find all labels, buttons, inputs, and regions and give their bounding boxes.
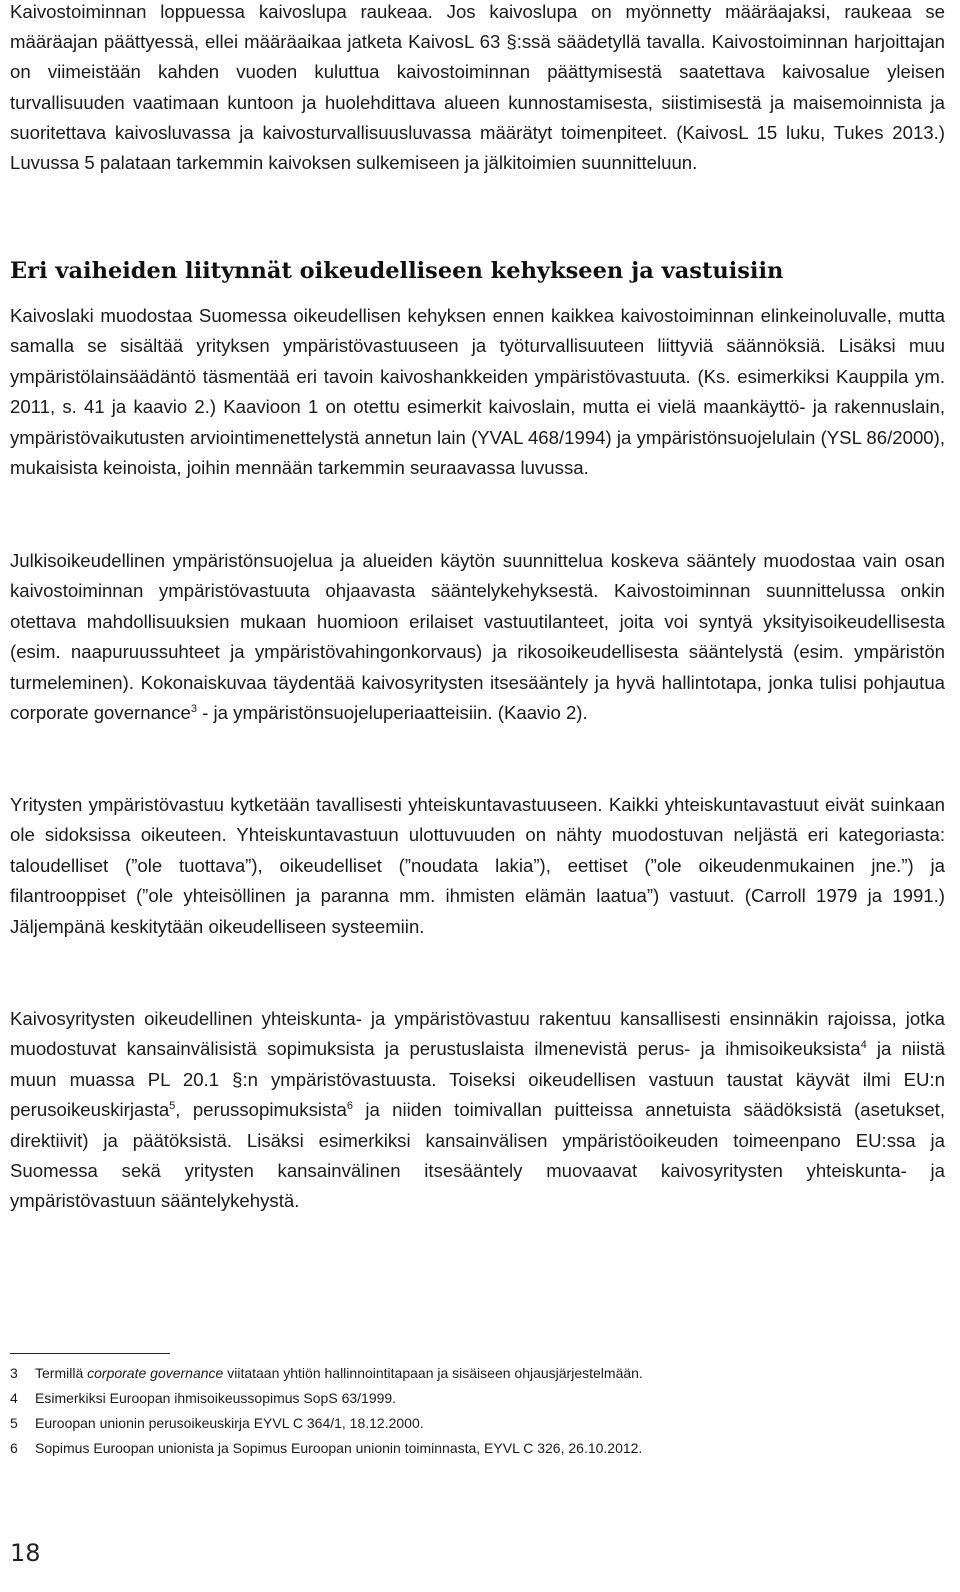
footnote-emphasis: corporate governance: [87, 1365, 224, 1381]
paragraph-2: [10, 546, 945, 728]
page-number: 18: [10, 1539, 41, 1567]
intro-paragraph: Kaivostoiminnan loppuessa kaivoslupa raukeaa. Jos kaivoslupa on myönnetty määräajaksi, raukeaa se määräajan päättyessä, ellei määräaikaa jatketa KaivosL 63 §:ssä säädetyllä tavalla. Kaivostoiminnan harjoittajan on viimeistään kahden vuoden kuluttua kaivostoiminnan päättymisestä saatettava kaivosalue yleisen turvallisuuden vaatimaan kuntoon ja huolehdittava alueen kunnostamisesta, siistimisestä ja maisemoinnista ja suoritettava kaivosluvassa ja kaivosturvallisuusluvassa määrätyt toimenpiteet. (KaivosL 15 luku, Tukes 2013.) Luvussa 5 palataan tarkemmin kaivoksen sulkemiseen ja jälkitoimien suunnitteluun.: [10, 1, 945, 174]
footnote-3: [10, 1364, 643, 1382]
section-heading: Eri vaiheiden liitynnät oikeudelliseen kehykseen ja vastuisiin: [10, 258, 784, 284]
footnote-number: 3: [10, 1365, 18, 1381]
paragraph-3: Yritysten ympäristövastuu kytketään tavallisesti yhteiskuntavastuuseen. Kaikki yhteiskuntavastuut eivät suinkaan ole sidoksissa oikeuteen. Yhteiskuntavastuun ulottuvuuden on nähty muodostuvan neljästä eri kategoriasta: taloudelliset (”ole tuottava”), oikeudelliset (”noudata lakia”), eettiset (”ole oikeudenmukainen jne.”) ja filantrooppiset (”ole yhteisöllinen ja paranna mm. ihmisten elämän laatua”) vastuut. (Carroll 1979 ja 1991.) Jäljempänä keskitytään oikeudelliseen systeemiin.: [10, 794, 945, 937]
footnote-text: Sopimus Euroopan unionista ja Sopimus Euroopan unionin toiminnasta, EYVL C 326, 26.10.2012.: [35, 1440, 643, 1456]
footnote-number: 6: [10, 1440, 18, 1456]
footnote-4: [10, 1389, 396, 1407]
footnote-text: Esimerkiksi Euroopan ihmisoikeussopimus SopS 63/1999.: [35, 1390, 397, 1406]
paragraph-1: Kaivoslaki muodostaa Suomessa oikeudellisen kehyksen ennen kaikkea kaivostoiminnan elinkeinoluvalle, mutta samalla se sisältää yrityksen ympäristövastuuseen ja työturvallisuuteen liittyviä säännöksiä. Lisäksi muu ympäristölainsäädäntö täsmentää eri tavoin kaivoshankkeiden ympäristövastuuta. (Ks. esimerkiksi Kauppila ym. 2011, s. 41 ja kaavio 2.) Kaavioon 1 on otettu esimerkit kaivoslain, mutta ei vielä maankäyttö- ja rakennuslain, ympäristövaikutusten arviointimenettelystä annetun lain (YVAL 468/1994) ja ympäristönsuojelulain (YSL 86/2000), mukaisista keinoista, joihin mennään tarkemmin seuraavassa luvussa.: [10, 305, 945, 479]
paragraph-4-text-b: ja niistä muun muassa PL 20.1 §:n ympäristövastuusta. Toiseksi oikeudellisen vastuun taustat käyvät ilmi EU:n perusoikeuskirjasta: [10, 1038, 946, 1121]
footnote-ref-4: 4: [860, 1039, 867, 1052]
paragraph-2-tail: - ja ympäristönsuojeluperiaatteisiin. (Kaavio 2).: [197, 702, 588, 724]
footnote-5: [10, 1414, 424, 1432]
footnote-text: Termillä: [35, 1365, 88, 1381]
footnote-number: 4: [10, 1390, 18, 1406]
paragraph-4-text-a: Kaivosyritysten oikeudellinen yhteiskunta- ja ympäristövastuu rakentuu kansallisesti ensinnäkin rajoissa, jotka muodostuvat kansainvälisistä sopimuksista ja perustuslaista ilmenevistä perus- ja ihmisoikeuksista: [10, 1008, 945, 1060]
footnote-text: Euroopan unionin perusoikeuskirja EYVL C 364/1, 18.12.2000.: [35, 1415, 424, 1431]
paragraph-4-text-c: , perussopimuksista: [175, 1099, 347, 1121]
footnote-ref-6: 6: [346, 1100, 353, 1113]
footnote-divider: [10, 1353, 170, 1354]
footnote-6: [10, 1439, 642, 1457]
footnote-ref-5: 5: [169, 1100, 176, 1113]
footnote-ref-3: 3: [190, 702, 198, 715]
paragraph-4: [10, 1004, 945, 1217]
footnote-number: 5: [10, 1415, 18, 1431]
paragraph-2-text: Julkisoikeudellinen ympäristönsuojelua ja alueiden käytön suunnittelua koskeva sääntely muodostaa vain osan kaivostoiminnan ympäristövastuuta ohjaavasta sääntelykehyksestä. Kaivostoiminnan suunnittelussa onkin otettava mahdollisuuksien mukaan huomioon erilaiset vastuutilanteet, joita voi syntyä yksityisoikeudellisesta (esim. naapuruussuhteet ja ympäristövahingonkorvaus) ja rikosoikeudellisesta sääntelystä (esim. ympäristön turmeleminen). Kokonaiskuvaa täydentää kaivosyritysten itsesääntely ja hyvä hallintotapa, jonka tulisi pohjautua corporate governance: [10, 550, 945, 724]
paragraph-4-text-d: ja niiden toimivallan puitteissa annetuista säädöksistä (asetukset, direktiivit) ja päätöksistä. Lisäksi esimerkiksi kansainvälisen ympäristöoikeuden toimeenpano EU:ssa ja Suomessa sekä yritysten kansainvälinen itsesääntely muovaavat kaivosyritysten yhteiskunta- ja ympäristövastuun sääntelykehystä.: [10, 1099, 946, 1212]
footnote-text-tail: viitataan yhtiön hallinnointitapaan ja sisäiseen ohjausjärjestelmään.: [223, 1365, 643, 1381]
